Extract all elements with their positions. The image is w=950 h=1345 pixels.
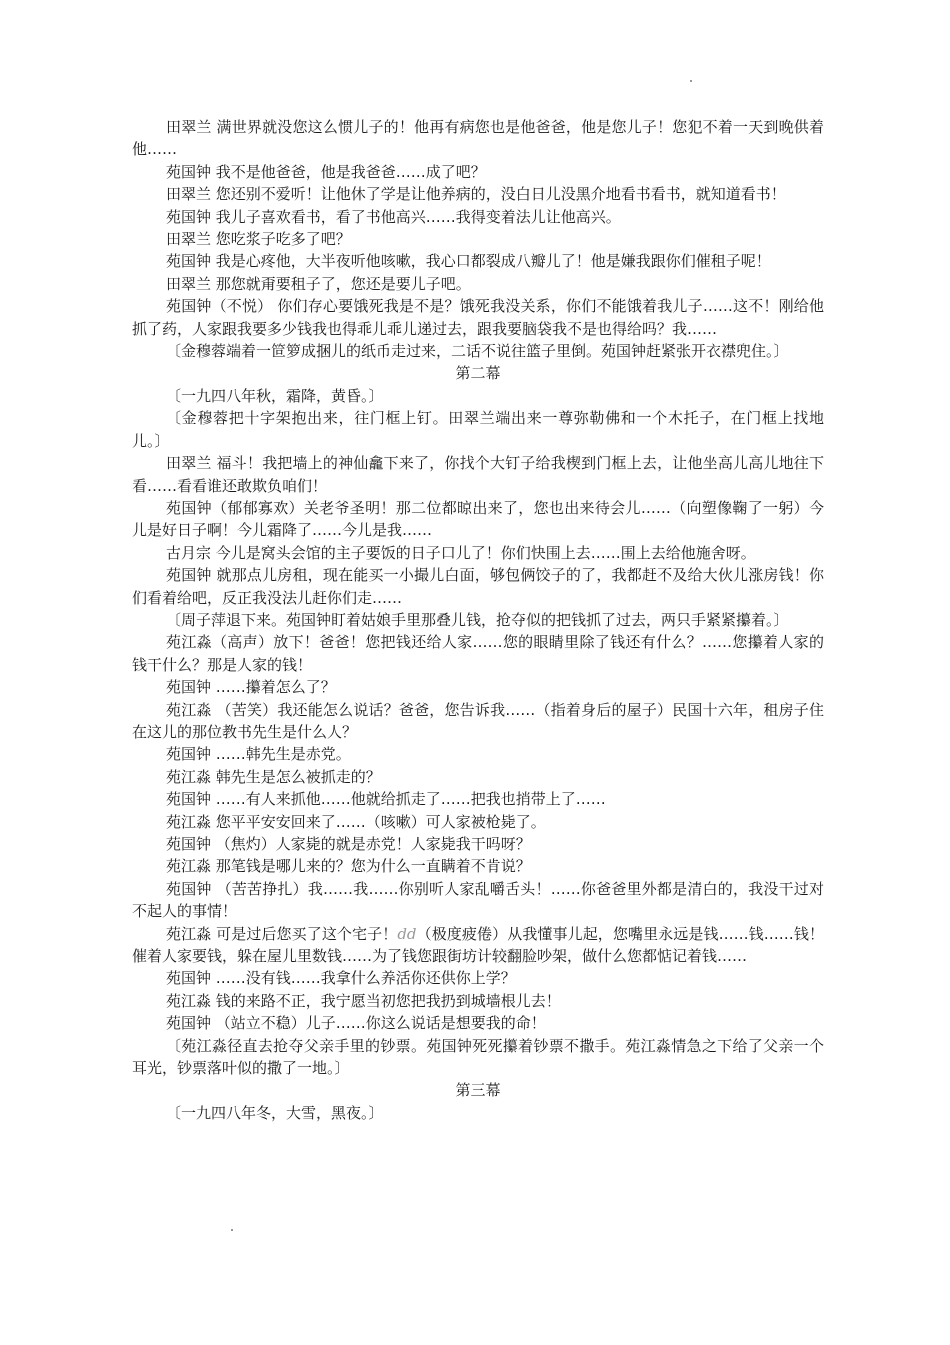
- dialogue-line: 苑国钟 我儿子喜欢看书，看了书他高兴……我得变着法儿让他高兴。: [166, 207, 621, 226]
- dialogue-line: 苑国钟 ……没有钱……我拿什么养活你还供你上学？: [166, 969, 516, 988]
- dialogue-line: 古月宗 今儿是窝头会馆的主子要饭的日子口儿了！你们快围上去……围上去给他施舍呀。: [166, 543, 756, 562]
- dialogue-line: 苑国钟 ……韩先生是赤党。: [166, 745, 351, 764]
- dialogue-line: 田翠兰 那您就甭要租子了，您还是要儿子吧。: [166, 274, 471, 293]
- dialogue-line: 田翠兰 您还别不爱听！让他休了学是让他养病的，没白日儿没黑介地看书看书，就知道看书！: [166, 185, 786, 204]
- dialogue-line: 田翠兰 满世界就没您这么惯儿子的！他再有病您也是他爸爸，他是您儿子！您犯不着一天到晚供着他……: [132, 118, 824, 159]
- dialogue-line: 苑江淼 （苦笑）我还能怎么说话？爸爸，您告诉我……（指着身后的屋子）民国十六年，租房子住在这儿的那位教书先生是什么人？: [132, 700, 824, 741]
- dialogue-line: 苑国钟（不悦） 你们存心要饿死我是不是？饿死我没关系，你们不能饿着我儿子……这不！刚给他抓了药，人家跟我要多少钱我也得乖儿乖儿递过去，跟我要脑袋我不是也得给吗？我……: [132, 297, 824, 338]
- dialogue-line: 苑国钟 （焦灼）人家毙的就是赤党！人家毙我干吗呀？: [166, 835, 531, 853]
- scan-speck: [690, 80, 692, 82]
- stage-direction: 〔金穆蓉把十字架抱出来，往门框上钉。田翠兰端出来一尊弥勒佛和一个木托子，在门框上找地儿。〕: [132, 409, 824, 450]
- script-text: [132, 116, 824, 1124]
- stray-mark: dd: [397, 924, 417, 943]
- dialogue-line: 苑江淼 钱的来路不正，我宁愿当初您把我扔到城墙根儿去！: [166, 991, 561, 1010]
- dialogue-text: （极度疲倦）从我懂事儿起，您嘴里永远是钱……钱……钱！催着人家要钱，躲在屋儿里数钱……为了钱您跟街坊计较翻脸吵架，做什么您都惦记着钱……: [132, 924, 824, 966]
- dialogue-line: 苑国钟 （苦苦挣扎）我……我……你别听人家乱嚼舌头！……你爸爸里外都是清白的，我没干过对不起人的事情！: [132, 879, 824, 921]
- stage-direction: 〔一九四八年秋，霜降，黄昏。〕: [166, 386, 384, 405]
- dialogue-line: 苑江淼 那笔钱是哪儿来的？您为什么一直瞒着不肯说？: [166, 857, 531, 876]
- dialogue-line: 苑国钟 就那点儿房租，现在能买一小撮儿白面，够包俩饺子的了，我都赶不及给大伙儿涨房钱！你们看着给吧，反正我没法儿赶你们走……: [132, 566, 824, 607]
- act-heading: 第二幕: [455, 364, 501, 383]
- dialogue-text: 苑江淼 可是过后您买了这个宅子！: [166, 924, 398, 943]
- dialogue-line: 田翠兰 福斗！我把墙上的神仙龕下来了，你找个大钉子给我楔到门框上去，让他坐高儿高儿地往下看……看看谁还敢欺负咱们！: [132, 454, 824, 495]
- dialogue-line: 苑江淼 您平平安安回来了……（咳嗽）可人家被枪毙了。: [166, 812, 546, 831]
- stage-direction: 〔金穆蓉端着一笸箩成捆儿的纸币走过来，二话不说往篮子里倒。苑国钟赶紧张开衣襟兜住。〕: [166, 342, 789, 361]
- dialogue-line: 苑江淼（高声）放下！爸爸！您把钱还给人家……您的眼睛里除了钱还有什么？……您攥着人家的钱干什么？那是人家的钱！: [132, 633, 824, 674]
- scan-speck: [231, 1229, 233, 1231]
- dialogue-line: 苑江淼 韩先生是怎么被抓走的？: [166, 767, 381, 786]
- dialogue-line: 苑国钟 （站立不稳）儿子……你这么说话是想要我的命！: [166, 1014, 546, 1033]
- stage-direction: 〔一九四八年冬，大雪，黑夜。〕: [166, 1103, 384, 1122]
- stage-direction: 〔苑江淼径直去抢夺父亲手里的钞票。苑国钟死死攥着钞票不撒手。苑江淼情急之下给了父亲一个耳光，钞票落叶似的撒了一地。〕: [132, 1036, 824, 1078]
- dialogue-line: 苑国钟 ……攥着怎么了？: [166, 678, 336, 697]
- stage-direction: 〔周子萍退下来。苑国钟盯着姑娘手里那叠儿钱，抢夺似的把钱抓了过去，两只手紧紧攥着。〕: [166, 610, 789, 629]
- dialogue-line: 苑国钟 ……有人来抓他……他就给抓走了……把我也捎带上了……: [166, 790, 606, 809]
- dialogue-line: 苑国钟 我不是他爸爸，他是我爸爸……成了吧？: [166, 162, 486, 181]
- dialogue-line: 田翠兰 您吃浆子吃多了吧？: [166, 230, 351, 249]
- dialogue-line: 苑国钟（郁郁寡欢）关老爷圣明！那二位都晾出来了，您也出来待会儿……（向塑像鞠了一躬）今儿是好日子啊！今儿霜降了……今儿是我……: [132, 498, 824, 540]
- dialogue-line: [132, 923, 824, 968]
- dialogue-line: 苑国钟 我是心疼他，大半夜听他咳嗽，我心口都裂成八瓣儿了！他是嫌我跟你们催租子呢！: [166, 252, 771, 271]
- act-heading: 第三幕: [455, 1081, 501, 1100]
